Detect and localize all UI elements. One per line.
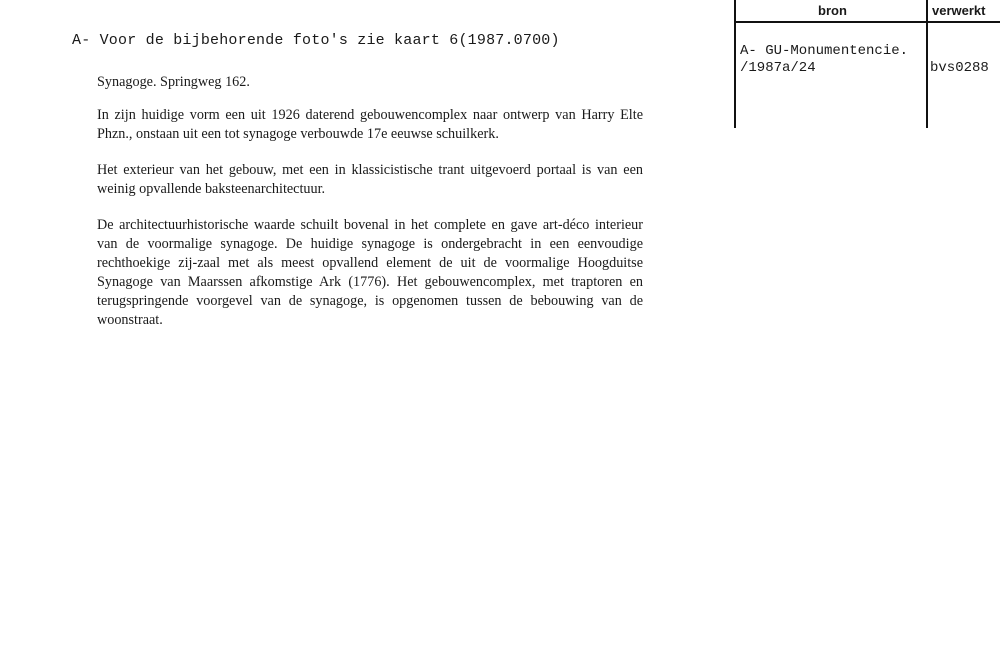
header-bron: bron: [818, 3, 847, 18]
paragraph-3: [97, 216, 643, 330]
paragraph-2: [97, 161, 643, 199]
cell-bron: [740, 43, 908, 77]
paragraph-3-text: De architectuurhistorische waarde schuilt bovenal in het complete en gave art-déco interieur van de voormalige synagoge. De huidige synagoge is ondergebracht in een eenvoudige rechthoekige zij-zaal met als meest opvallend element de uit de voormalige Hoogduitse Synagoge van Maarssen afkomstige Ark (1776). Het gebouwencomplex, met traptoren en terugspringende voorgevel van de synagoge, is opgenomen tussen de bebouwing van de woonstraat.: [97, 217, 643, 328]
table-column-divider: [926, 0, 928, 128]
table-header-divider: [734, 21, 1000, 23]
title-text: Synagoge. Springweg 162.: [97, 74, 250, 90]
reference-note: A- Voor de bijbehorende foto's zie kaart 6(1987.0700): [72, 32, 560, 49]
header-verwerkt: verwerkt: [932, 3, 986, 18]
table-left-border: [734, 0, 736, 128]
paragraph-1-text: In zijn huidige vorm een uit 1926 daterend gebouwencomplex naar ontwerp van Harry Elte Phzn., onstaan uit een tot synagoge verbouwde 17e eeuwse schuilkerk.: [97, 107, 643, 142]
source-table: [734, 0, 1000, 128]
cell-bron-line-2: /1987a/24: [740, 60, 816, 76]
cell-verwerkt: bvs0288: [930, 60, 989, 76]
paragraph-2-text: Het exterieur van het gebouw, met een in klassicistische trant uitgevoerd portaal is van een weinig opvallende baksteenarchitectuur.: [97, 162, 643, 197]
document-title-line: [97, 73, 643, 92]
cell-bron-line-1: A- GU-Monumentencie.: [740, 43, 909, 59]
paragraph-1: [97, 106, 643, 144]
